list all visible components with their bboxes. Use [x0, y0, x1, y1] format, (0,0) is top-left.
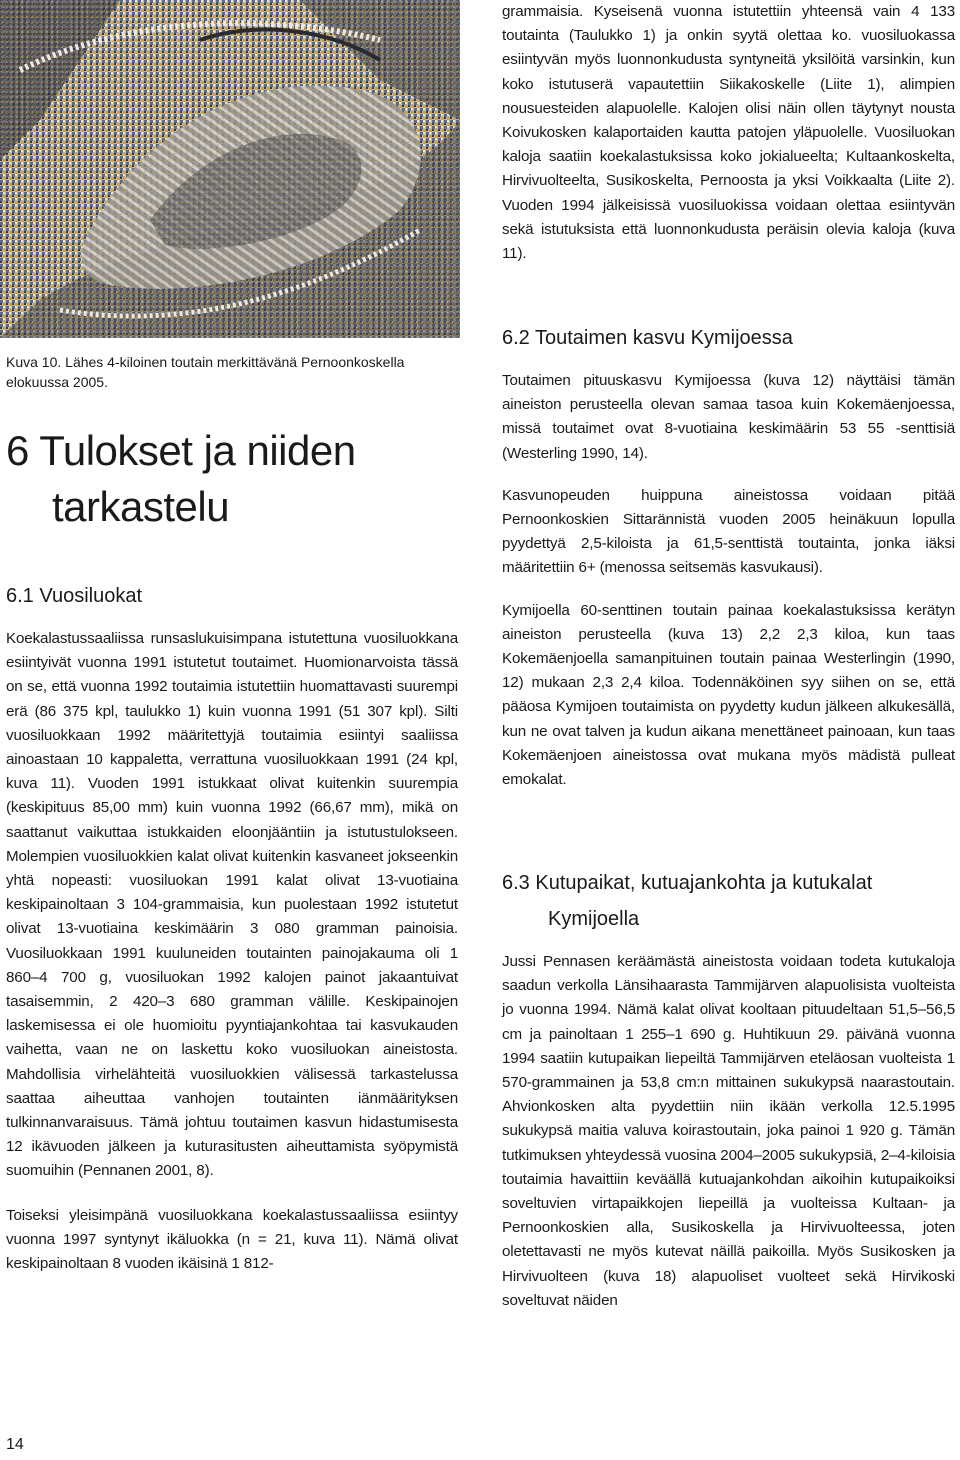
- section-6-2-paragraph-1: Toutaimen pituuskasvu Kymijoessa (kuva 12) näyttäisi tämän aineiston perusteella olevan samaa tasoa kuin Kokemäenjoessa, missä toutaimet ovat 8-vuotiaina keskimäärin 53 55 -senttisiä (Westerling 1990, 14).: [502, 372, 955, 462]
- section-6-3-heading: [502, 870, 955, 932]
- trout-photo-image: [0, 0, 460, 338]
- section-6-1-paragraph-2-continued: grammaisia. Kyseisenä vuonna istutettiin yhteensä vain 4 133 toutainta (Taulukko 1) ja onkin syytä olettaa ko. vuosiluokassa esiintyvän myös luonnonkudusta syntyneitä yksilöitä varsinkin, kun koko istutuserä vapautettiin Siikakoskelle (Liite 1), alimpien nousuesteiden alapuolelle. Kalojen olisi näin ollen täytynyt nousta Koivukosken kalaportaiden kautta patojen yläpuolelle. Vuosiluokan kaloja saatiin koekalastuksissa koko jokialueelta; Kultaankoskelta, Hirvivuolteelta, Susikoskelta, Pernoosta ja yksi Voikkaalta (Liite 2). Vuoden 1994 jälkeisissä vuosiluokissa voidaan olettaa esiintyvän sekä istutuksista että luonnonkudusta peräisin olevia kaloja (kuva 11).: [502, 3, 955, 263]
- figure-caption: Kuva 10. Lähes 4-kiloinen toutain merkittävänä Pernoonkoskella elokuussa 2005.: [6, 354, 405, 390]
- chapter-title: [6, 423, 458, 535]
- figure-photo-trout: [0, 0, 460, 338]
- section-6-2-paragraph-2: Kasvunopeuden huippuna aineistossa voidaan pitää Pernoonkoskien Sittarännistä vuoden 2005 heinäkuun lopulla pyydettyä 2,5-kiloista ja 61,5-senttistä toutainta, jonka iäksi määritettiin 6+ (menossa seitsemäs kasvukausi).: [502, 486, 955, 577]
- section-6-1: [6, 583, 458, 1276]
- section-6-1-paragraph-2: Toiseksi yleisimpänä vuosiluokkana koekalastussaaliissa esiintyy vuonna 1997 syntynyt ikäluokka (n = 21, kuva 11). Nämä olivat keskipainoltaan 8 vuoden ikäisinä 1 812-: [6, 1206, 458, 1273]
- section-6-2-paragraph-3: Kymijoella 60-senttinen toutain painaa koekalastuksissa kerätyn aineiston perusteella (kuva 13) 2,2 2,3 kiloa, kun taas Kokemäenjoella samanpituinen toutain painaa Westerlingin (1990, 12) mukaan 2,3 2,4 kiloa. Todennäköinen syy siihen on se, että pääosa Kymijoen toutaimista on pyydetty kudun jälkeen alkukesällä, kun ne ovat talven ja kudun aikana menettäneet painoaan, kun taas Kokemäenjoen aineistossa ovat mukana myös mädistä pulleat emokalat.: [502, 601, 955, 789]
- chapter-title-line1: 6 Tulokset ja niiden: [6, 427, 356, 474]
- section-6-3: [502, 870, 955, 1313]
- section-6-3-paragraph-1: Jussi Pennasen keräämästä aineistosta voidaan todeta kutukaloja saadun verkolla Länsihaarasta Tammijärven alapuolisista vuolteista jo vuonna 1994. Nämä kalat olivat kooltaan pituudeltaan 51,5–56,5 cm ja painoltaan 1 255–1 690 g. Huhtikuun 29. päivänä vuonna 1994 saatiin kutupaikan liepeiltä Tammijärven eteläosan vuolteista 1 570-grammainen ja 53,8 cm:n mittainen sukukypsä naarastoutain. Ahvionkosken alta pyydettiin niin ikään verkolla 12.5.1995 sukukypsä maitia valuva koirastoutain, joka painoi 1 920 g. Tämän tutkimuksen yhteydessä vuosina 2004–2005 sukukypsiä, 2–4-kiloisia toutaimia havaittiin keväällä kutuajankohdan aikoihin kutupaikoiksi soveltuvien virtapaikkojen liepeillä ja vuolteissa Kultaan- ja Pernoonkoskien alla, Susikoskella ja Hirvivuolteessa, joten oletettavasti ne myös kutevat näillä paikoilla. Myös Susikosken ja Hirvivuolteen (kuva 18) alapuoliset vuolteet sekä Hirvikoski soveltuvat näiden: [502, 953, 955, 1309]
- section-6-3-heading-line2: Kymijoella: [548, 908, 640, 930]
- section-6-1-paragraph-1: Koekalastussaaliissa runsaslukuisimpana istutettuna vuosiluokkana esiintyivät vuonna 1991 istutetut toutaimet. Huomionarvoista tässä on se, että vuonna 1992 toutaimia istutettiin huomattavasti suurempi erä (86 375 kpl, taulukko 1) kuin vuonna 1991 (51 307 kpl). Silti vuosiluokkaan 1992 määritettyjä toutaimia esiintyi saaliissa ainoastaan 10 kappaletta, verrattuna vuosiluokkaan 1991 (24 kpl, kuva 11). Vuoden 1991 istukkaat olivat kuitenkin suurempia (keskipituus 85,00 mm) kuin vuonna 1992 (66,67 mm), mikä on saattanut vaikuttaa istukkaiden eloonjääntiin ja istutustulokseen. Molempien vuosiluokkien kalat olivat kuitenkin kasvaneet jokseenkin yhtä nopeasti: vuosiluokan 1991 kalat olivat 13-vuotiaina keskipainoltaan 3 104-grammaisia, kun puolestaan 1992 istutetut olivat 13-vuotiaina keskimäärin 3 080 gramman painoisia. Vuosiluokkaan 1991 kuuluneiden toutainten painojakauma oli 1 860–4 700 g, vuosiluokan 1992 kalojen painot jakaantuivat tasaisemmin, 2 420–3 680 gramman välille. Keskipainojen laskemisessa ei ole huomioitu pyyntiajankohtaa tai kasvukauden vaihetta, vaan ne on laskettu koko vuosiluokan aineistosta. Mahdollisia virhelähteitä vuosiluokkien välisessä tarkastelussa saattaa aiheuttaa vanhojen toutainten iänmäärityksen tulkinnanvaraisuus. Tämä johtuu toutaimen kasvun hidastumisesta 12 ikävuoden jälkeen ja kuturasitusten aiheuttamista syöpymistä suomuihin (Pennanen 2001, 8).: [6, 630, 458, 1180]
- section-6-1-heading: 6.1 Vuosiluokat: [6, 585, 143, 607]
- chapter-heading-block: [6, 423, 458, 535]
- page-number: 14: [6, 1436, 24, 1453]
- chapter-title-line2: tarkastelu: [52, 483, 230, 530]
- section-6-1-continued: [502, 0, 955, 266]
- section-6-3-heading-line1: 6.3 Kutupaikat, kutuajankohta ja kutukalat: [502, 872, 873, 894]
- section-6-2: [502, 325, 955, 792]
- figure-caption-block: [6, 352, 458, 392]
- section-6-2-heading: 6.2 Toutaimen kasvu Kymijoessa: [502, 327, 793, 349]
